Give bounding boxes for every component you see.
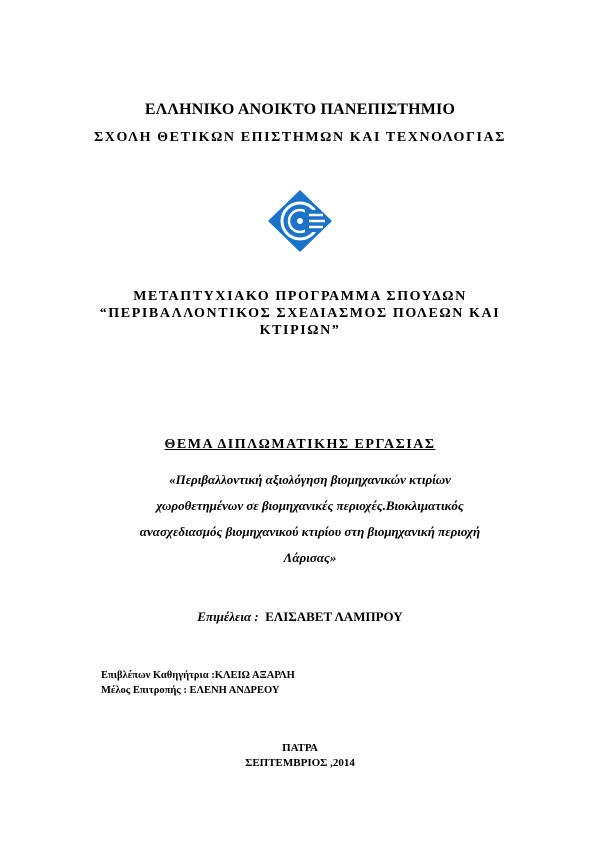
program-line-2: “ΠΕΡΙΒΑΛΛΟΝΤΙΚΟΣ ΣΧΕΔΙΑΣΜΟΣ ΠΟΛΕΩΝ ΚΑΙ bbox=[99, 306, 501, 321]
thesis-heading: ΘΕΜΑ ΔΙΠΛΩΜΑΤΙΚΗΣ ΕΡΓΑΣΙΑΣ bbox=[164, 437, 436, 452]
city: ΠΑΤΡΑ bbox=[282, 742, 318, 754]
footer-block bbox=[0, 741, 600, 771]
thesis-line-1: «Περιβαλλοντική αξιολόγηση βιομηχανικών κτιρίων bbox=[169, 472, 451, 487]
author-label: Επιμέλεια : bbox=[197, 609, 259, 624]
university-logo-icon bbox=[268, 190, 332, 252]
thesis-line-4: Λάρισας» bbox=[283, 550, 337, 565]
university-name: ΕΛΛΗΝΙΚΟ ΑΝΟΙΚΤΟ ΠΑΝΕΠΙΣΤΗΜΙΟ bbox=[144, 101, 456, 118]
date: ΣΕΠΤΕΜΒΡΙΟΣ ,2014 bbox=[245, 757, 355, 769]
thesis-title bbox=[100, 467, 520, 571]
program-line-1: ΜΕΤΑΠΤΥΧΙΑΚΟ ΠΡΟΓΡΑΜΜΑ ΣΠΟΥΔΩΝ bbox=[133, 289, 467, 304]
author-line bbox=[0, 609, 600, 625]
author-name: ΕΛΙΣΑΒΕΤ ΛΑΜΠΡΟΥ bbox=[265, 609, 403, 624]
school-name: ΣΧΟΛΗ ΘΕΤΙΚΩΝ ΕΠΙΣΤΗΜΩΝ ΚΑΙ ΤΕΧΝΟΛΟΓΙΑΣ bbox=[94, 130, 506, 145]
thesis-line-2: χωροθετημένων σε βιομηχανικές περιοχές.Βιοκλιματικός bbox=[156, 498, 464, 513]
program-line-3: ΚΤΙΡΙΩΝ” bbox=[259, 323, 341, 338]
thesis-line-3: ανασχεδιασμός βιομηχανικού κτιρίου στη βιομηχανική περιοχή bbox=[139, 524, 481, 539]
committee-block bbox=[101, 668, 295, 698]
committee-member-line: Μέλος Επιτροπής : ΕΛΕΝΗ ΑΝΔΡΕΟΥ bbox=[101, 685, 280, 696]
program-title bbox=[0, 288, 600, 339]
supervisor-line: Επιβλέπων Καθηγήτρια :ΚΛΕΙΩ ΑΞΑΡΛΗ bbox=[101, 670, 295, 681]
